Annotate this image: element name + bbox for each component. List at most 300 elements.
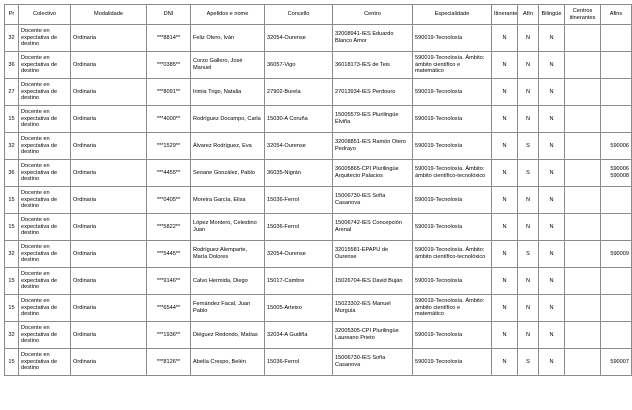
cell-modalidade	[71, 106, 147, 133]
cell-text: 27013934-IES Perdouro	[335, 88, 396, 95]
table-row	[5, 187, 632, 214]
cell-text: ***5445**	[156, 250, 181, 257]
cell-text: 15006730-IES Sofía Casanova	[335, 193, 386, 206]
cell-colectivo	[19, 268, 71, 295]
cell-especialidade	[413, 295, 492, 322]
cell-bilingue	[539, 322, 565, 349]
cell-afins	[601, 241, 632, 268]
cell-colectivo	[19, 322, 71, 349]
cell-text: 15	[8, 223, 15, 230]
cell-concello	[265, 214, 333, 241]
cell-afins	[601, 214, 632, 241]
cell-afins	[601, 133, 632, 160]
cell-text: 32054-Ourense	[267, 142, 306, 149]
cell-text: 32	[8, 142, 15, 149]
cell-itinerante	[492, 295, 518, 322]
cell-dni	[147, 295, 191, 322]
cell-text: Rodríguez Alemparte, María Dolores	[193, 247, 248, 260]
column-header-itinerante: Itinerante	[492, 5, 518, 25]
cell-pr	[5, 349, 19, 376]
cell-text: Moreira García, Elisa	[193, 196, 246, 203]
table-row	[5, 133, 632, 160]
cell-text: 15006730-IES Sofía Casanova	[335, 355, 386, 368]
cell-text: N	[525, 115, 531, 122]
cell-afin	[518, 349, 539, 376]
cell-text: ***9146**	[156, 277, 181, 284]
cell-centro	[333, 241, 413, 268]
cell-especialidade	[413, 322, 492, 349]
cell-pr	[5, 268, 19, 295]
cell-afin	[518, 268, 539, 295]
cell-text: 590019-Tecnoloxía. Ámbito: ámbito científico-tecnolóxico	[415, 247, 486, 260]
cell-centros-itinerantes	[565, 241, 601, 268]
cell-colectivo	[19, 25, 71, 52]
cell-modalidade	[71, 295, 147, 322]
cell-text: N	[549, 61, 554, 68]
cell-text: ***8091**	[156, 88, 181, 95]
cell-text: ***5822**	[156, 223, 181, 230]
cell-concello	[265, 25, 333, 52]
cell-text: 36005865-CPI Plurilingüe Arquitecto Palacios	[335, 166, 399, 179]
cell-centros-itinerantes	[565, 187, 601, 214]
cell-apelidos-nome	[191, 106, 265, 133]
cell-pr	[5, 52, 19, 79]
cell-text: Ordinaria	[73, 169, 97, 176]
cell-text: S	[526, 169, 530, 176]
column-header-centros-itinerantes: Centros itinerantes	[565, 5, 601, 25]
cell-text: 27	[8, 88, 15, 95]
cell-modalidade	[71, 241, 147, 268]
cell-text: 32	[8, 331, 15, 338]
cell-afin	[518, 25, 539, 52]
cell-centro	[333, 79, 413, 106]
cell-text: Seoane González, Pablo	[193, 169, 255, 176]
cell-especialidade	[413, 349, 492, 376]
cell-concello	[265, 349, 333, 376]
cell-text: 15036-Ferrol	[267, 196, 300, 203]
cell-text: 590019-Tecnoloxía	[415, 223, 463, 230]
cell-text: Ordinaria	[73, 115, 97, 122]
cell-text: 590019-Tecnoloxía	[415, 196, 463, 203]
cell-text: 15005579-IES Plurilingüe Elviña	[335, 112, 399, 125]
cell-dni	[147, 160, 191, 187]
cell-text: N	[502, 223, 507, 230]
cell-centro	[333, 322, 413, 349]
cell-text: Ordinaria	[73, 358, 97, 365]
cell-text: 590019-Tecnoloxía	[415, 34, 463, 41]
cell-afins	[601, 349, 632, 376]
cell-text: ***8126**	[156, 358, 181, 365]
cell-concello	[265, 241, 333, 268]
cell-bilingue	[539, 187, 565, 214]
table-row	[5, 322, 632, 349]
column-header-centro: Centro	[333, 5, 413, 25]
cell-afin	[518, 133, 539, 160]
cell-text: ***8814**	[156, 34, 181, 41]
table-row	[5, 268, 632, 295]
cell-pr	[5, 322, 19, 349]
cell-bilingue	[539, 133, 565, 160]
cell-apelidos-nome	[191, 79, 265, 106]
cell-text: Ordinaria	[73, 331, 97, 338]
cell-colectivo	[19, 187, 71, 214]
cell-apelidos-nome	[191, 241, 265, 268]
cell-colectivo	[19, 79, 71, 106]
cell-text: Ordinaria	[73, 196, 97, 203]
cell-dni	[147, 106, 191, 133]
cell-colectivo	[19, 106, 71, 133]
cell-text: Docente en expectativa de destino	[21, 244, 58, 264]
cell-centro	[333, 160, 413, 187]
cell-text: 15006742-IES Concepción Arenal	[335, 220, 402, 233]
cell-text: Docente en expectativa de destino	[21, 82, 58, 102]
table-row	[5, 79, 632, 106]
cell-centros-itinerantes	[565, 133, 601, 160]
cell-dni	[147, 52, 191, 79]
cell-modalidade	[71, 187, 147, 214]
cell-text: N	[502, 115, 507, 122]
cell-bilingue	[539, 160, 565, 187]
cell-text: N	[502, 304, 507, 311]
cell-colectivo	[19, 160, 71, 187]
cell-especialidade	[413, 25, 492, 52]
cell-pr	[5, 79, 19, 106]
column-header-concello: Concello	[265, 5, 333, 25]
cell-centros-itinerantes	[565, 25, 601, 52]
cell-modalidade	[71, 79, 147, 106]
cell-pr	[5, 160, 19, 187]
cell-text: 15	[8, 277, 15, 284]
cell-text: 32054-Ourense	[267, 34, 306, 41]
cell-text: 590019-Tecnoloxía	[415, 358, 463, 365]
cell-centros-itinerantes	[565, 349, 601, 376]
cell-text: Ordinaria	[73, 223, 97, 230]
cell-pr	[5, 187, 19, 214]
cell-text: 32008851-IES Ramón Otero Pedrayo	[335, 139, 406, 152]
cell-text: Ordinaria	[73, 61, 97, 68]
cell-text: 36	[8, 61, 15, 68]
cell-text: Docente en expectativa de destino	[21, 190, 58, 210]
cell-text: 590019-Tecnoloxía	[415, 115, 463, 122]
cell-bilingue	[539, 295, 565, 322]
cell-text: N	[549, 331, 554, 338]
cell-concello	[265, 52, 333, 79]
table-body	[5, 25, 632, 376]
cell-text: 15	[8, 115, 15, 122]
cell-colectivo	[19, 349, 71, 376]
table-row	[5, 241, 632, 268]
cell-text: N	[549, 277, 554, 284]
cell-afins	[601, 79, 632, 106]
column-header-dni: DNI	[147, 5, 191, 25]
cell-modalidade	[71, 214, 147, 241]
cell-text: 590019-Tecnoloxía	[415, 88, 463, 95]
cell-itinerante	[492, 214, 518, 241]
cell-text: ***1529**	[156, 142, 181, 149]
cell-text: 590019-Tecnoloxía	[415, 142, 463, 149]
cell-centros-itinerantes	[565, 106, 601, 133]
cell-text: N	[502, 331, 507, 338]
cell-text: 590009	[610, 250, 629, 257]
cell-centro	[333, 133, 413, 160]
cell-text: ***6544**	[156, 304, 181, 311]
cell-itinerante	[492, 241, 518, 268]
cell-text: N	[525, 331, 531, 338]
cell-apelidos-nome	[191, 25, 265, 52]
cell-text: 32	[8, 250, 15, 257]
cell-text: N	[525, 223, 531, 230]
cell-text: N	[502, 142, 507, 149]
cell-centros-itinerantes	[565, 295, 601, 322]
cell-apelidos-nome	[191, 160, 265, 187]
cell-especialidade	[413, 187, 492, 214]
cell-text: 590006	[610, 142, 629, 149]
cell-colectivo	[19, 295, 71, 322]
cell-text: N	[549, 223, 554, 230]
cell-text: N	[549, 196, 554, 203]
cell-itinerante	[492, 322, 518, 349]
cell-afins	[601, 322, 632, 349]
cell-itinerante	[492, 106, 518, 133]
cell-text: ***0405**	[156, 196, 181, 203]
cell-centros-itinerantes	[565, 214, 601, 241]
cell-bilingue	[539, 214, 565, 241]
cell-dni	[147, 349, 191, 376]
table-row	[5, 214, 632, 241]
cell-text: N	[502, 277, 507, 284]
cell-text: Calvo Hermida, Diego	[193, 277, 248, 284]
cell-text: Irimia Trigo, Natalia	[193, 88, 242, 95]
cell-centros-itinerantes	[565, 322, 601, 349]
cell-text: Ordinaria	[73, 34, 97, 41]
cell-dni	[147, 25, 191, 52]
cell-text: 590019-Tecnoloxía. Ámbito: ámbito científico e matemático	[415, 55, 485, 75]
cell-afin	[518, 160, 539, 187]
cell-text: 15030-A Coruña	[267, 115, 308, 122]
cell-bilingue	[539, 268, 565, 295]
cell-text: 32034-A Gudiña	[267, 331, 308, 338]
cell-centro	[333, 349, 413, 376]
cell-apelidos-nome	[191, 133, 265, 160]
cell-text: Diéguez Redondo, Matías	[193, 331, 258, 338]
cell-text: N	[502, 88, 507, 95]
cell-text: N	[549, 115, 554, 122]
cell-bilingue	[539, 241, 565, 268]
cell-text: Fernández Facal, Juan Pablo	[193, 301, 251, 314]
cell-pr	[5, 295, 19, 322]
cell-text: 590019-Tecnoloxía	[415, 331, 463, 338]
cell-text: ***4455**	[156, 169, 181, 176]
cell-text: N	[502, 34, 507, 41]
cell-pr	[5, 106, 19, 133]
column-header-especialidade: Especialidade	[413, 5, 492, 25]
cell-especialidade	[413, 133, 492, 160]
cell-text: 32015581-EPAPU de Ourense	[335, 247, 389, 260]
cell-itinerante	[492, 349, 518, 376]
cell-afin	[518, 295, 539, 322]
cell-apelidos-nome	[191, 214, 265, 241]
cell-text: 590019-Tecnoloxía. Ámbito: ámbito científico-tecnolóxico	[415, 166, 486, 179]
cell-text: N	[502, 61, 507, 68]
cell-text: Abelía Crespo, Belén	[193, 358, 246, 365]
cell-text: 15005-Arteixo	[267, 304, 302, 311]
cell-text: Docente en expectativa de destino	[21, 109, 58, 129]
cell-text: N	[525, 34, 531, 41]
cell-concello	[265, 268, 333, 295]
cell-apelidos-nome	[191, 322, 265, 349]
cell-especialidade	[413, 241, 492, 268]
cell-text: 32	[8, 34, 15, 41]
table-header	[5, 5, 632, 25]
cell-text: S	[526, 142, 530, 149]
cell-especialidade	[413, 79, 492, 106]
cell-afin	[518, 187, 539, 214]
cell-text: N	[502, 358, 507, 365]
column-header-pr: Pr	[5, 5, 19, 25]
table-row	[5, 160, 632, 187]
cell-afins	[601, 52, 632, 79]
cell-concello	[265, 79, 333, 106]
column-header-afins: Afins	[601, 5, 632, 25]
cell-modalidade	[71, 322, 147, 349]
cell-dni	[147, 214, 191, 241]
cell-colectivo	[19, 241, 71, 268]
cell-afins	[601, 268, 632, 295]
cell-text: N	[549, 358, 554, 365]
cell-text: Docente en expectativa de destino	[21, 352, 58, 372]
cell-text: 27902-Burela	[267, 88, 301, 95]
cell-text: 32054-Ourense	[267, 250, 306, 257]
cell-concello	[265, 295, 333, 322]
cell-text: 15017-Cambre	[267, 277, 305, 284]
cell-text: S	[526, 250, 530, 257]
cell-pr	[5, 133, 19, 160]
cell-text: López Montero, Celestino Juan	[193, 220, 257, 233]
cell-text: Docente en expectativa de destino	[21, 217, 58, 237]
cell-afins	[601, 187, 632, 214]
cell-dni	[147, 133, 191, 160]
cell-text: 15023302-IES Manuel Murguía	[335, 301, 391, 314]
cell-text: ***1936**	[156, 331, 181, 338]
cell-text: N	[549, 88, 554, 95]
cell-afin	[518, 106, 539, 133]
cell-text: Ordinaria	[73, 277, 97, 284]
cell-dni	[147, 268, 191, 295]
cell-concello	[265, 187, 333, 214]
column-header-afin: Afín	[518, 5, 539, 25]
cell-text: 32005305-CPI Plurilingüe Laureano Prieto	[335, 328, 399, 341]
cell-text: N	[502, 196, 507, 203]
cell-modalidade	[71, 52, 147, 79]
header-row	[5, 5, 632, 25]
cell-afins	[601, 106, 632, 133]
cell-bilingue	[539, 52, 565, 79]
cell-apelidos-nome	[191, 187, 265, 214]
cell-centros-itinerantes	[565, 268, 601, 295]
cell-text: Docente en expectativa de destino	[21, 28, 58, 48]
cell-text: 32008941-IES Eduardo Blanco Amor	[335, 31, 394, 44]
cell-itinerante	[492, 52, 518, 79]
cell-concello	[265, 133, 333, 160]
cell-text: Álvarez Rodríguez, Eva	[193, 142, 252, 149]
cell-afins	[601, 160, 632, 187]
cell-pr	[5, 241, 19, 268]
cell-centro	[333, 268, 413, 295]
column-header-bilingue: Bilingüe	[539, 5, 565, 25]
cell-apelidos-nome	[191, 349, 265, 376]
cell-pr	[5, 214, 19, 241]
cell-dni	[147, 79, 191, 106]
cell-concello	[265, 322, 333, 349]
cell-text: N	[525, 277, 531, 284]
cell-centros-itinerantes	[565, 79, 601, 106]
cell-text: Docente en expectativa de destino	[21, 163, 58, 183]
cell-text: 15036-Ferrol	[267, 223, 300, 230]
cell-text: 36	[8, 169, 15, 176]
cell-afin	[518, 52, 539, 79]
cell-text: Docente en expectativa de destino	[21, 55, 58, 75]
cell-afin	[518, 322, 539, 349]
cell-afin	[518, 241, 539, 268]
cell-text: N	[525, 88, 531, 95]
cell-apelidos-nome	[191, 295, 265, 322]
cell-text: Docente en expectativa de destino	[21, 298, 58, 318]
cell-afins	[601, 25, 632, 52]
column-header-apelidos-nome: Apelidos e nome	[191, 5, 265, 25]
table-row	[5, 295, 632, 322]
cell-text: Ordinaria	[73, 304, 97, 311]
cell-text: 36018173-IES de Teis	[335, 61, 390, 68]
cell-text: Ordinaria	[73, 250, 97, 257]
cell-itinerante	[492, 133, 518, 160]
cell-apelidos-nome	[191, 52, 265, 79]
column-header-modalidade: Modalidade	[71, 5, 147, 25]
cell-pr	[5, 25, 19, 52]
cell-especialidade	[413, 160, 492, 187]
cell-text: 15036-Ferrol	[267, 358, 300, 365]
cell-text: N	[549, 169, 554, 176]
cell-centro	[333, 187, 413, 214]
cell-itinerante	[492, 79, 518, 106]
cell-text: N	[549, 34, 554, 41]
cell-dni	[147, 241, 191, 268]
cell-afins	[601, 295, 632, 322]
cell-text: 15	[8, 304, 15, 311]
cell-centros-itinerantes	[565, 160, 601, 187]
cell-text: N	[502, 169, 507, 176]
cell-text: 590019-Tecnoloxía. Ámbito: ámbito científico e matemático	[415, 298, 485, 318]
cell-apelidos-nome	[191, 268, 265, 295]
cell-text: 15	[8, 358, 15, 365]
cell-afin	[518, 214, 539, 241]
cell-especialidade	[413, 268, 492, 295]
cell-centro	[333, 52, 413, 79]
cell-especialidade	[413, 214, 492, 241]
cell-text: 15	[8, 196, 15, 203]
cell-text: 15026704-IES David Buján	[335, 277, 403, 284]
cell-modalidade	[71, 133, 147, 160]
cell-text: 590007	[610, 358, 629, 365]
cell-text: N	[525, 61, 531, 68]
cell-colectivo	[19, 214, 71, 241]
cell-centro	[333, 106, 413, 133]
cell-text: 590006 590008	[610, 166, 629, 179]
cell-text: ***0385**	[156, 61, 181, 68]
cell-text: N	[549, 142, 554, 149]
cell-centro	[333, 295, 413, 322]
cell-itinerante	[492, 160, 518, 187]
cell-text: 36035-Nigrán	[267, 169, 301, 176]
